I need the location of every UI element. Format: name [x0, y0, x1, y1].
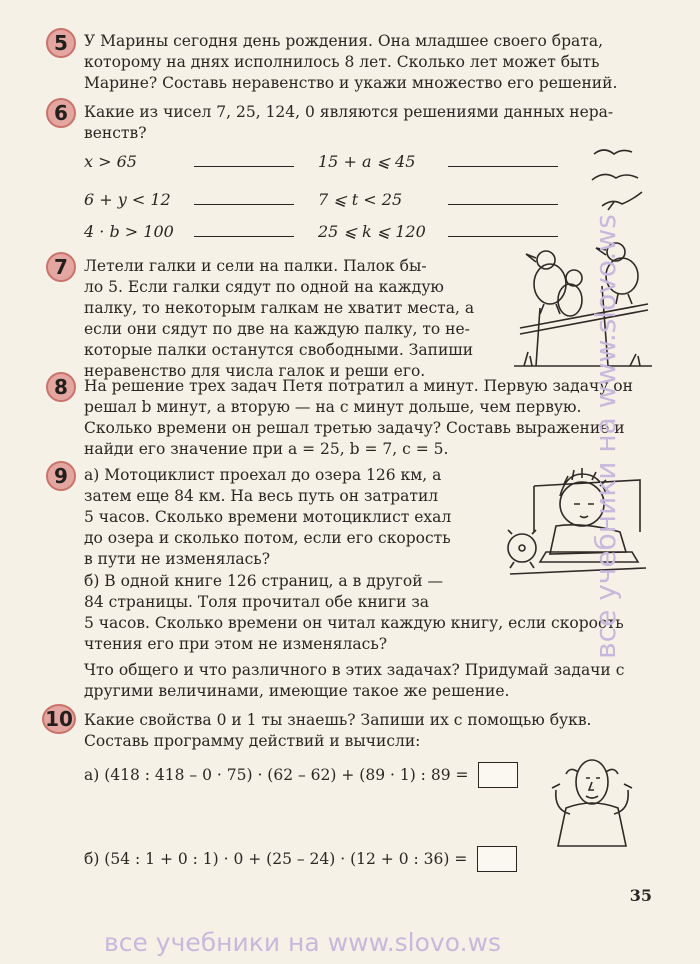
text-line: в пути не изменялась? — [84, 550, 271, 568]
inequality-row — [84, 152, 294, 171]
text-line: Что общего и что различного в этих задачах? Придумай задачи с — [84, 661, 625, 679]
answer-blank[interactable] — [448, 165, 558, 167]
text-line: У Марины сегодня день рождения. Она младшее своего брата, — [84, 32, 604, 50]
text-line: палку, то некоторым галкам не хватит места, а — [84, 299, 475, 317]
task-10-text — [84, 710, 654, 752]
text-line: затем еще 84 км. На весь путь он затратил — [84, 487, 439, 505]
text-line: На решение трех задач Петя потратил a минут. Первую задачу он — [84, 377, 633, 395]
task-5-number: 5 — [46, 28, 76, 58]
answer-box-a[interactable] — [478, 762, 518, 788]
text-line: до озера и сколько потом, если его скорость — [84, 529, 451, 547]
task-8-number: 8 — [46, 372, 76, 402]
text-line: Летели галки и сели на палки. Палок бы- — [84, 257, 427, 275]
answer-box-b[interactable] — [477, 846, 517, 872]
task-5-text — [84, 31, 654, 94]
flying-birds-illustration — [588, 140, 652, 220]
answer-blank[interactable] — [194, 165, 294, 167]
text-line: которому на днях исполнилось 8 лет. Сколько лет может быть — [84, 53, 600, 71]
text-line: венств? — [84, 124, 147, 142]
text-line: неравенство для числа галок и реши его. — [84, 362, 426, 380]
task-7-number: 7 — [46, 252, 76, 282]
inequality-row — [84, 222, 294, 241]
expression-a: а) (418 : 418 – 0 · 75) · (62 – 62) + (89 · 1) : 89 = — [84, 766, 469, 784]
text-line: чтения его при этом не изменялась? — [84, 635, 388, 653]
text-line: 5 часов. Сколько времени он читал каждую книгу, если скорость — [84, 614, 624, 632]
jackdaws-on-sticks-illustration — [510, 238, 656, 372]
text-line: решал b минут, а вторую — на c минут дольше, чем первую. — [84, 398, 582, 416]
text-line: другими величинами, имеющие такое же решение. — [84, 682, 510, 700]
text-line: 5 часов. Сколько времени мотоциклист ехал — [84, 508, 452, 526]
answer-blank[interactable] — [194, 203, 294, 205]
inequality: 6 + y < 12 — [84, 190, 171, 209]
text-line: Составь программу действий и вычисли: — [84, 732, 421, 750]
boy-reading-illustration — [500, 462, 650, 580]
inequality-row — [318, 152, 558, 171]
inequality-row — [318, 190, 558, 209]
inequality: 4 · b > 100 — [84, 222, 174, 241]
expression-b: б) (54 : 1 + 0 : 1) · 0 + (25 – 24) · (12 + 0 : 36) = — [84, 850, 468, 868]
page-number: 35 — [629, 886, 652, 905]
inequality: 15 + a ⩽ 45 — [318, 152, 416, 171]
inequality: x > 65 — [84, 152, 137, 171]
text-line: а) Мотоциклист проехал до озера 126 км, а — [84, 466, 442, 484]
text-line: б) В одной книге 126 страниц, а в другой — — [84, 572, 444, 590]
inequality: 25 ⩽ k ⩽ 120 — [318, 222, 426, 241]
answer-blank[interactable] — [448, 203, 558, 205]
task-9-question — [84, 660, 654, 702]
answer-blank[interactable] — [448, 235, 558, 237]
expression-b-row — [84, 846, 517, 872]
text-line: Марине? Составь неравенство и укажи множество его решений. — [84, 74, 618, 92]
inequality-row — [84, 190, 294, 209]
expression-a-row — [84, 762, 518, 788]
task-6-text — [84, 102, 654, 144]
thinking-man-illustration — [546, 752, 638, 848]
watermark-bottom: все учебники на www.slovo.ws — [104, 928, 501, 957]
task-8-text — [84, 376, 654, 460]
text-line: которые палки останутся свободными. Запиши — [84, 341, 474, 359]
task-10-number: 10 — [42, 704, 76, 734]
task-9-part-b — [84, 571, 654, 655]
text-line: ло 5. Если галки сядут по одной на каждую — [84, 278, 444, 296]
task-9-part-a — [84, 465, 484, 570]
inequality: 7 ⩽ t < 25 — [318, 190, 403, 209]
text-line: Какие свойства 0 и 1 ты знаешь? Запиши их с помощью букв. — [84, 711, 592, 729]
text-line: найди его значение при a = 25, b = 7, c = 5. — [84, 440, 449, 458]
text-line: Сколько времени он решал третью задачу? Составь выражение и — [84, 419, 625, 437]
task-6-number: 6 — [46, 98, 76, 128]
answer-blank[interactable] — [194, 235, 294, 237]
text-line: Какие из чисел 7, 25, 124, 0 являются решениями данных нера- — [84, 103, 614, 121]
task-9-number: 9 — [46, 461, 76, 491]
task-7-text — [84, 256, 494, 382]
watermark-side: все учебники на www.slovo.ws — [589, 214, 623, 659]
text-line: если они сядут по две на каждую палку, то не- — [84, 320, 470, 338]
text-line: 84 страницы. Толя прочитал обе книги за — [84, 593, 430, 611]
